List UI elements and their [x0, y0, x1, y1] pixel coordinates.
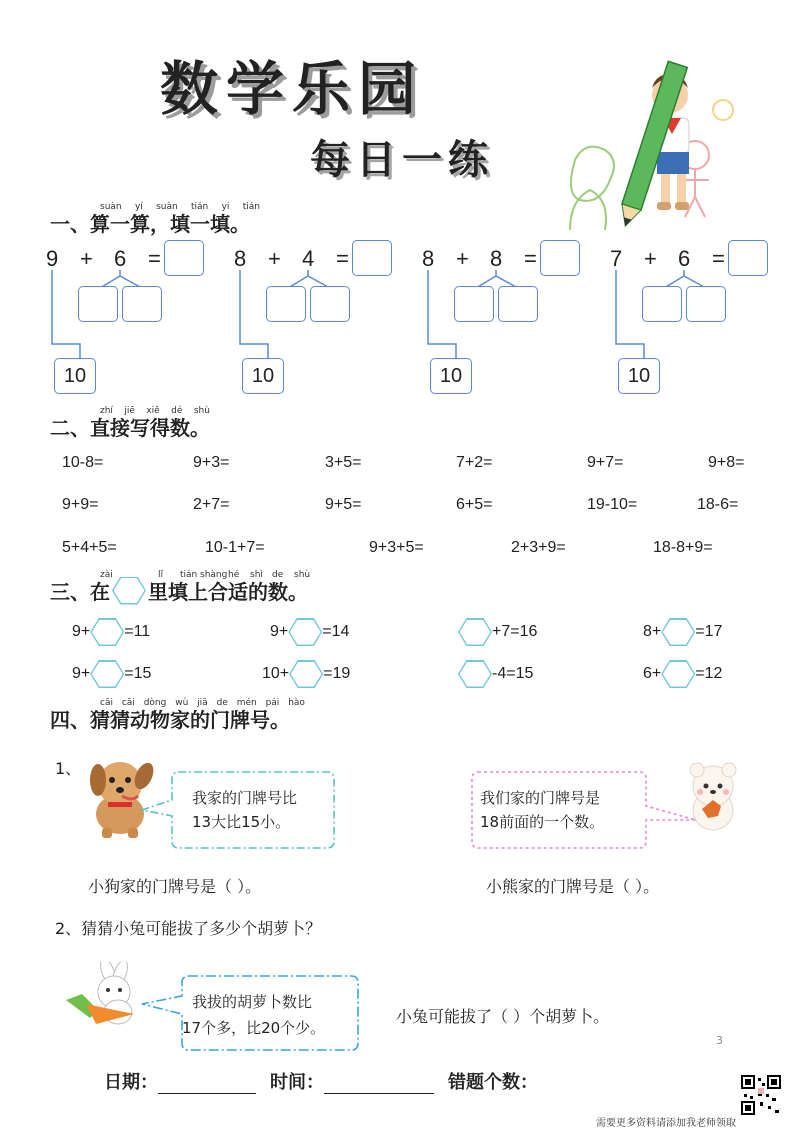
fill-item — [262, 660, 350, 688]
footer-fields — [104, 1068, 538, 1094]
addend-b: 8 — [490, 246, 503, 271]
pinyin: wù — [175, 698, 189, 708]
fill-item — [72, 618, 150, 646]
pinyin: suàn — [156, 202, 178, 212]
addend-a: 7 — [610, 246, 623, 271]
pinyin: hé — [228, 570, 240, 580]
split-box-right[interactable] — [686, 286, 726, 322]
fill-suffix: =19 — [323, 665, 351, 682]
calc-item: 18-6= — [697, 496, 739, 513]
calc-item: 6+5= — [456, 496, 493, 513]
addend-b: 4 — [302, 246, 315, 271]
ten-box: 10 — [54, 358, 96, 394]
bear-bubble-line1: 我们家的门牌号是 — [480, 789, 601, 807]
plus-sign: + — [644, 246, 657, 271]
pinyin: yi — [221, 202, 230, 212]
pinyin: jiē — [124, 406, 135, 416]
question-1-label: 1、 — [55, 759, 82, 778]
addend-a: 9 — [46, 246, 59, 271]
calc-item: 9+3+5= — [369, 539, 424, 556]
fill-prefix: 9+ — [72, 623, 91, 640]
fill-prefix: 9+ — [72, 665, 91, 682]
calc-item: 9+9= — [62, 496, 99, 513]
pinyin: mén — [236, 698, 257, 708]
pinyin: zài — [100, 570, 113, 580]
hexagon-input[interactable] — [458, 660, 492, 688]
pinyin: tián — [180, 570, 198, 580]
pinyin: dé — [171, 406, 183, 416]
fill-suffix: -4=15 — [492, 665, 534, 682]
rabbit-answer[interactable]: 小兔可能拔了（ ）个胡萝卜。 — [396, 1007, 610, 1026]
problem-group-2 — [234, 238, 414, 398]
split-box-left[interactable] — [642, 286, 682, 322]
fill-item — [72, 660, 151, 688]
calc-item: 3+5= — [325, 454, 362, 471]
pinyin: dòng — [143, 698, 167, 708]
calc-item: 2+3+9= — [511, 539, 566, 556]
calc-item: 19-10= — [587, 496, 638, 513]
time-field[interactable] — [324, 1093, 434, 1094]
split-box-right[interactable] — [498, 286, 538, 322]
errors-label: 错题个数： — [448, 1072, 538, 1093]
ten-box: 10 — [430, 358, 472, 394]
pinyin: shì — [250, 570, 263, 580]
pinyin: tián — [242, 202, 260, 212]
pinyin: zhí — [100, 406, 113, 416]
fill-item — [458, 660, 533, 688]
bear-illustration — [678, 760, 748, 832]
pinyin: cāi — [100, 698, 113, 708]
calc-item: 9+8= — [708, 454, 745, 471]
dog-answer[interactable]: 小狗家的门牌号是（ ）。 — [88, 877, 262, 896]
dog-bubble-line1: 我家的门牌号比 — [192, 789, 298, 807]
pinyin: shàng — [200, 570, 228, 580]
section2-title: 二、直接写得数。 — [50, 416, 210, 440]
fill-item — [643, 660, 722, 688]
section3-title — [50, 576, 308, 605]
split-box-right[interactable] — [310, 286, 350, 322]
calc-item: 2+7= — [193, 496, 230, 513]
fill-suffix: =15 — [124, 665, 152, 682]
date-field[interactable] — [158, 1093, 256, 1094]
bear-answer[interactable]: 小熊家的门牌号是（ ）。 — [486, 877, 660, 896]
fill-item — [643, 618, 722, 646]
bear-bubble-line2: 18前面的一个数。 — [480, 813, 605, 831]
ten-box: 10 — [242, 358, 284, 394]
pinyin: tián — [191, 202, 209, 212]
pinyin: de — [272, 570, 284, 580]
hexagon-input[interactable] — [289, 660, 323, 688]
pinyin: hào — [288, 698, 305, 708]
hexagon-icon — [112, 577, 146, 605]
fill-prefix: 6+ — [643, 665, 662, 682]
calc-item: 9+3= — [193, 454, 230, 471]
plus-sign: + — [268, 246, 281, 271]
rabbit-bubble-line2: 17个多，比20个少。 — [182, 1019, 326, 1037]
fill-prefix: 9+ — [270, 623, 289, 640]
boy-with-pencil-illustration — [555, 40, 765, 230]
fill-suffix: =12 — [695, 665, 723, 682]
pinyin: pái — [265, 698, 280, 708]
page-title: 数学乐园 — [160, 55, 425, 123]
plus-sign: + — [456, 246, 469, 271]
pinyin: de — [216, 698, 228, 708]
calc-item: 10-1+7= — [205, 539, 265, 556]
equals-sign: = — [712, 246, 725, 271]
time-label: 时间： — [270, 1072, 324, 1093]
hexagon-input[interactable] — [288, 618, 322, 646]
rabbit-bubble-line1: 我拔的胡萝卜数比 — [192, 993, 313, 1011]
ten-box: 10 — [618, 358, 660, 394]
split-box-left[interactable] — [454, 286, 494, 322]
fill-suffix: =11 — [124, 623, 151, 640]
pinyin: xiě — [146, 406, 160, 416]
section4-title: 四、猜猜动物家的门牌号。 — [50, 708, 290, 732]
pinyin: jiā — [197, 698, 208, 708]
split-box-left[interactable] — [266, 286, 306, 322]
addend-a: 8 — [422, 246, 435, 271]
split-box-left[interactable] — [78, 286, 118, 322]
addend-a: 8 — [234, 246, 247, 271]
rabbit-speech-bubble — [140, 974, 362, 1054]
calc-item: 18-8+9= — [653, 539, 713, 556]
calc-item: 5+4+5= — [62, 539, 117, 556]
hexagon-input[interactable] — [90, 660, 124, 688]
equals-sign: = — [148, 246, 161, 271]
problem-group-1 — [46, 238, 226, 398]
equals-sign: = — [524, 246, 537, 271]
page-subtitle: 每日一练 — [310, 136, 494, 183]
calc-item: 9+5= — [325, 496, 362, 513]
question-2: 2、猜猜小兔可能拔了多少个胡萝卜？ — [55, 919, 322, 938]
equals-sign: = — [336, 246, 349, 271]
fill-suffix: +7=16 — [492, 623, 538, 640]
addend-b: 6 — [678, 246, 691, 271]
section1-title: 一、算一算，填一填。 — [50, 212, 250, 236]
problem-group-4 — [610, 238, 790, 398]
footer-note: 需要更多资料请添加我老师领取 — [596, 1118, 736, 1129]
problem-group-3 — [422, 238, 602, 398]
fill-item — [270, 618, 349, 646]
pinyin: shù — [193, 406, 210, 416]
hexagon-input[interactable] — [458, 618, 492, 646]
dog-bubble-line2: 13大比15小。 — [192, 813, 291, 831]
calc-item: 10-8= — [62, 454, 104, 471]
plus-sign: + — [80, 246, 93, 271]
addend-b: 6 — [114, 246, 127, 271]
section3-title-a: 三、在 — [50, 580, 110, 604]
fill-suffix: =17 — [695, 623, 723, 640]
fill-suffix: =14 — [322, 623, 350, 640]
rabbit-with-carrot-illustration — [56, 962, 146, 1028]
fill-prefix: 10+ — [262, 665, 290, 682]
pinyin: yí — [134, 202, 143, 212]
hexagon-input[interactable] — [661, 660, 695, 688]
hexagon-input[interactable] — [661, 618, 695, 646]
pinyin: suàn — [100, 202, 122, 212]
pinyin: lǐ — [158, 570, 164, 580]
page-number: 3 — [716, 1034, 723, 1047]
calc-item: 9+7= — [587, 454, 624, 471]
split-box-right[interactable] — [122, 286, 162, 322]
fill-item — [458, 618, 537, 646]
calc-item: 7+2= — [456, 454, 493, 471]
qr-code-icon — [740, 1074, 782, 1116]
pinyin: shù — [294, 570, 311, 580]
pinyin: cāi — [121, 698, 135, 708]
hexagon-input[interactable] — [90, 618, 124, 646]
section3-title-b: 里填上合适的数。 — [148, 580, 308, 604]
date-label: 日期： — [104, 1072, 158, 1093]
fill-prefix: 8+ — [643, 623, 662, 640]
